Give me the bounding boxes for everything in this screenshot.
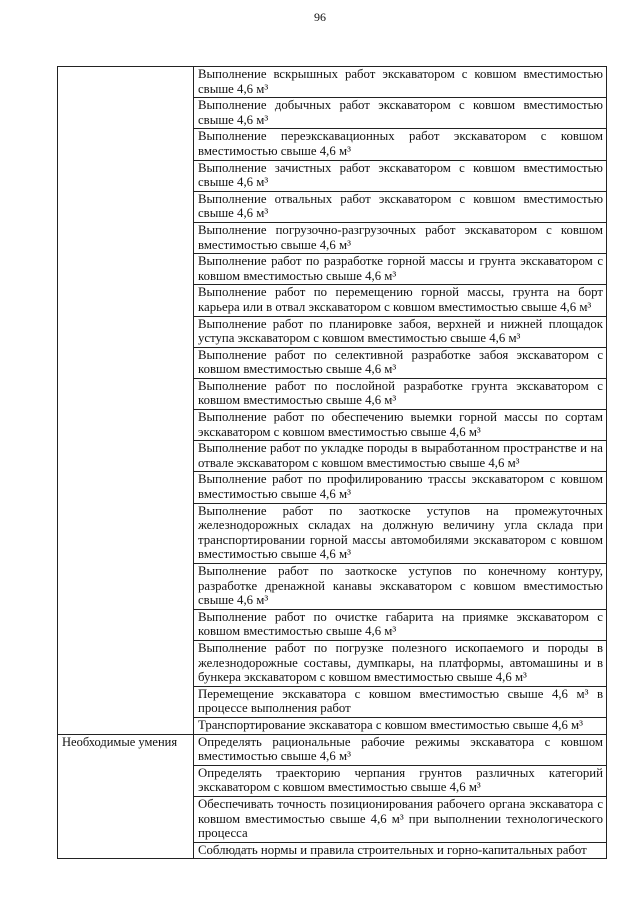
labor-action-cell: Выполнение работ по планировке забоя, верхней и нижней площадок уступа экскаватором с ковшом вместимостью свыше 4,6 м³	[194, 316, 607, 347]
table-row	[58, 734, 607, 765]
labor-functions-table	[57, 66, 607, 859]
labor-action-cell: Транспортирование экскаватора с ковшом вместимостью свыше 4,6 м³	[194, 717, 607, 734]
labor-action-cell: Выполнение работ по послойной разработке грунта экскаватором с ковшом вместимостью свыше 4,6 м³	[194, 378, 607, 409]
skill-cell: Определять траекторию черпания грунтов различных категорий экскаватором с ковшом вместимостью свыше 4,6 м³	[194, 765, 607, 796]
labor-action-cell: Выполнение работ по профилированию трассы экскаватором с ковшом вместимостью свыше 4,6 м³	[194, 472, 607, 503]
skill-cell: Обеспечивать точность позиционирования рабочего органа экскаватора с ковшом вместимостью свыше 4,6 м³ при выполнении технологического процесса	[194, 796, 607, 842]
labor-action-cell: Выполнение работ по селективной разработке забоя экскаватором с ковшом вместимостью свыше 4,6 м³	[194, 347, 607, 378]
labor-action-cell: Перемещение экскаватора с ковшом вместимостью свыше 4,6 м³ в процессе выполнения работ	[194, 686, 607, 717]
labor-action-cell: Выполнение работ по очистке габарита на приямке экскаватором с ковшом вместимостью свыше 4,6 м³	[194, 609, 607, 640]
table-row	[58, 67, 607, 98]
labor-action-cell: Выполнение работ по заоткоске уступов по конечному контуру, разработке дренажной канавы экскаватором с ковшом вместимостью свыше 4,6 м³	[194, 564, 607, 610]
labor-action-cell: Выполнение переэкскавационных работ экскаватором с ковшом вместимостью свыше 4,6 м³	[194, 129, 607, 160]
section-header-cell: Необходимые умения	[58, 734, 194, 859]
skill-cell: Определять рациональные рабочие режимы экскаватора с ковшом вместимостью свыше 4,6 м³	[194, 734, 607, 765]
labor-action-cell: Выполнение работ по перемещению горной массы, грунта на борт карьера или в отвал экскаватором с ковшом вместимостью свыше 4,6 м³	[194, 285, 607, 316]
labor-action-cell: Выполнение отвальных работ экскаватором с ковшом вместимостью свыше 4,6 м³	[194, 191, 607, 222]
labor-action-cell: Выполнение зачистных работ экскаватором с ковшом вместимостью свыше 4,6 м³	[194, 160, 607, 191]
labor-action-cell: Выполнение работ по обеспечению выемки горной массы по сортам экскаватором с ковшом вместимостью свыше 4,6 м³	[194, 410, 607, 441]
labor-action-cell: Выполнение работ по разработке горной массы и грунта экскаватором с ковшом вместимостью свыше 4,6 м³	[194, 254, 607, 285]
labor-action-cell: Выполнение работ по укладке породы в выработанном пространстве и на отвале экскаватором с ковшом вместимостью свыше 4,6 м³	[194, 441, 607, 472]
labor-action-cell: Выполнение вскрышных работ экскаватором с ковшом вместимостью свыше 4,6 м³	[194, 67, 607, 98]
labor-action-cell: Выполнение работ по погрузке полезного ископаемого и породы в железнодорожные составы, думпкары, на платформы, автомашины и в бункера экскаватором с ковшом вместимостью свыше 4,6 м³	[194, 640, 607, 686]
page-number: 96	[314, 10, 326, 24]
labor-action-cell: Выполнение работ по заоткоске уступов на промежуточных железнодорожных складах на должную величину угла склада при транспортировании горной массы автомобилями экскаватором с ковшом вместимостью свыше 4,6 м³	[194, 503, 607, 563]
skill-cell: Соблюдать нормы и правила строительных и горно-капитальных работ	[194, 842, 607, 859]
labor-action-cell: Выполнение добычных работ экскаватором с ковшом вместимостью свыше 4,6 м³	[194, 98, 607, 129]
labor-action-cell: Выполнение погрузочно-разгрузочных работ экскаватором с ковшом вместимостью свыше 4,6 м³	[194, 222, 607, 253]
section-header-cell	[58, 67, 194, 735]
